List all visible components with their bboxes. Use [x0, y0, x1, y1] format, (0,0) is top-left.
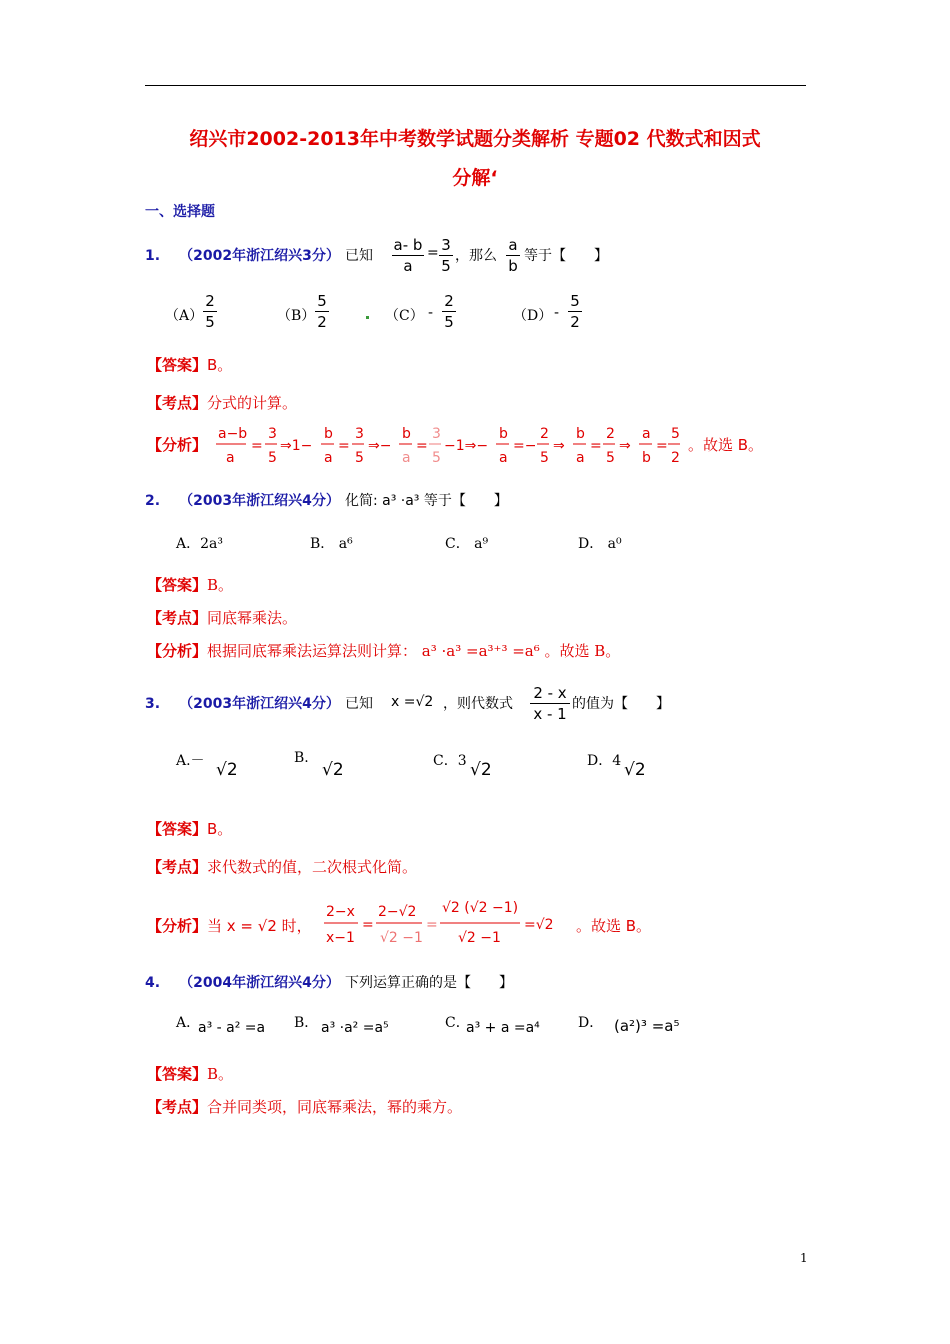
svg-text:5: 5 [671, 426, 680, 442]
svg-text:5: 5 [355, 450, 364, 466]
section-heading: 一、选择题 [145, 204, 215, 220]
answer-label: 【答案】 [147, 356, 208, 374]
svg-text:a: a [499, 450, 508, 466]
q1-option-c-sign: - [428, 305, 434, 321]
q1-analysis-formula [214, 420, 694, 470]
question-4-source: （2004年浙江绍兴4分） [179, 975, 340, 991]
q1-rhs-den: 5 [441, 257, 451, 275]
q3-option-a-root: √2 [216, 760, 238, 780]
analysis-label: 【分析】 [147, 436, 208, 454]
q1-option-d-fraction [568, 292, 582, 331]
q1-given-num: a- b [393, 236, 423, 254]
q3-option-b-label: B. [294, 750, 309, 766]
q1-option-a-den: 5 [205, 313, 215, 331]
q4-option-a-label: A． [176, 1015, 201, 1031]
q1-option-a-fraction [203, 292, 217, 331]
q1-option-c-den: 5 [444, 313, 454, 331]
q4-option-d-label: D． [578, 1015, 604, 1031]
q3-expression-num: 2 - x [533, 684, 567, 702]
q3-option-c-label: C．3 [433, 753, 467, 769]
answer-label: 【答案】 [147, 820, 208, 838]
svg-text:=: = [251, 438, 263, 454]
svg-text:√2 −1: √2 −1 [458, 930, 501, 946]
question-3-line [145, 693, 373, 713]
q3-answer [147, 818, 232, 839]
q3-expression-fraction [530, 684, 570, 723]
svg-text:=: = [426, 917, 438, 933]
q4-option-d: (a²)³ =a⁵ [614, 1017, 680, 1035]
q1-ask-den: b [508, 257, 518, 275]
svg-text:b: b [402, 426, 411, 442]
answer-value: B。 [207, 356, 233, 374]
q4-option-c-label: C． [445, 1015, 470, 1031]
svg-text:3: 3 [355, 426, 364, 442]
q3-analysis [147, 915, 312, 936]
svg-text:=−: =− [513, 438, 537, 454]
q3-given: x =√2 [391, 694, 434, 710]
q1-analysis [147, 434, 207, 455]
question-1-line [145, 245, 373, 265]
q1-given-fraction [392, 236, 424, 275]
analysis-label: 【分析】 [147, 917, 208, 935]
svg-text:⇒: ⇒ [619, 438, 631, 454]
svg-text:√2 −1: √2 −1 [380, 930, 423, 946]
page-number: 1 [800, 1251, 808, 1265]
q2-point [147, 607, 297, 628]
q1-option-b-den: 2 [317, 313, 327, 331]
q2-option-b: B． a⁶ [310, 536, 353, 552]
point-label: 【考点】 [147, 609, 208, 627]
svg-text:b: b [642, 450, 651, 466]
question-2-source: （2003年浙江绍兴4分） [179, 493, 340, 509]
point-value: 求代数式的值，二次根式化简。 [207, 858, 418, 876]
question-3-text-pre: 已知 [344, 696, 373, 712]
q1-option-b-num: 5 [317, 292, 327, 310]
q2-option-c: C． a⁹ [445, 536, 489, 552]
q4-option-a: a³ - a² =a [198, 1020, 266, 1036]
q1-point [147, 392, 297, 413]
q3-option-b-root: √2 [322, 760, 344, 780]
answer-label: 【答案】 [147, 1065, 208, 1083]
q3-option-a-label: A.－ [176, 753, 205, 769]
point-value: 合并同类项，同底幂乘法，幂的乘方。 [207, 1098, 463, 1116]
svg-text:=: = [590, 438, 602, 454]
svg-text:b: b [499, 426, 508, 442]
svg-text:⇒−: ⇒− [368, 438, 392, 454]
svg-text:5: 5 [268, 450, 277, 466]
svg-text:b: b [324, 426, 333, 442]
svg-text:a: a [324, 450, 333, 466]
q2-option-a: A．2a³ [176, 536, 223, 552]
point-label: 【考点】 [147, 858, 208, 876]
q1-option-d-den: 2 [570, 313, 580, 331]
q3-point [147, 856, 417, 877]
svg-text:a: a [642, 426, 651, 442]
svg-text:b: b [576, 426, 585, 442]
question-4-number: 4. [145, 975, 161, 991]
svg-text:a: a [576, 450, 585, 466]
svg-text:=: = [362, 917, 374, 933]
q4-option-b: a³ ·a² =a⁵ [321, 1020, 389, 1036]
q1-text-post: 等于【 】 [524, 248, 608, 264]
q3-option-d-root: √2 [624, 760, 646, 780]
svg-text:5: 5 [606, 450, 615, 466]
point-label: 【考点】 [147, 394, 208, 412]
doc-title-line1: 绍兴市2002-2013年中考数学试题分类解析 专题02 代数式和因式 [189, 128, 761, 150]
svg-text:a−b: a−b [218, 426, 248, 442]
stray-dot [366, 316, 369, 319]
question-4-text: 下列运算正确的是【 】 [344, 975, 513, 991]
q1-equals: = [427, 245, 439, 261]
q1-analysis-tail: 。故选 B。 [688, 436, 764, 454]
q1-option-b-label: （B） [277, 308, 316, 324]
q2-answer [147, 574, 233, 595]
q1-option-a-num: 2 [205, 292, 215, 310]
svg-text:3: 3 [432, 426, 441, 442]
svg-text:3: 3 [268, 426, 277, 442]
question-3-number: 3. [145, 696, 161, 712]
svg-text:a: a [226, 450, 235, 466]
q1-option-b-fraction [315, 292, 329, 331]
doc-title-line2: 分解‘ [452, 167, 498, 189]
q1-option-a-label: （A） [165, 308, 204, 324]
q4-option-c: a³ + a =a⁴ [466, 1020, 540, 1036]
svg-text:=: = [416, 438, 428, 454]
answer-label: 【答案】 [147, 576, 208, 594]
svg-text:=: = [656, 438, 668, 454]
analysis-value: 根据同底幂乘法运算法则计算： a³ ·a³ =a³⁺³ =a⁶ 。故选 B。 [207, 642, 621, 660]
header-rule [145, 85, 806, 86]
svg-text:⇒1−: ⇒1− [280, 438, 313, 454]
q3-text-mid: ，则代数式 [443, 696, 513, 712]
q1-option-c-fraction [442, 292, 456, 331]
q1-ask-num: a [508, 236, 518, 254]
svg-text:⇒: ⇒ [553, 438, 565, 454]
q4-point [147, 1096, 462, 1117]
q1-rhs-fraction [439, 236, 453, 275]
q1-given-den: a [403, 257, 413, 275]
svg-text:2−√2: 2−√2 [378, 904, 417, 920]
q3-option-d-label: D．4 [587, 753, 622, 769]
question-3-source: （2003年浙江绍兴4分） [179, 696, 340, 712]
point-value: 分式的计算。 [207, 394, 298, 412]
svg-text:5: 5 [432, 450, 441, 466]
q1-text-mid: ，那么 [455, 248, 497, 264]
q1-option-c-num: 2 [444, 292, 454, 310]
svg-text:2: 2 [540, 426, 549, 442]
svg-text:=: = [338, 438, 350, 454]
point-label: 【考点】 [147, 1098, 208, 1116]
q2-option-d: D． a⁰ [578, 536, 622, 552]
question-4-line [145, 972, 513, 992]
question-2-line [145, 490, 508, 510]
q1-option-d-num: 5 [570, 292, 580, 310]
question-1-number: 1. [145, 248, 161, 264]
svg-text:2: 2 [606, 426, 615, 442]
q1-answer [147, 354, 232, 375]
q2-analysis [147, 640, 620, 661]
svg-text:5: 5 [540, 450, 549, 466]
q3-text-post: 的值为【 】 [572, 696, 670, 712]
svg-text:√2 (√2 −1): √2 (√2 −1) [442, 900, 519, 916]
q1-option-c-label: （C） [385, 308, 424, 324]
q4-option-b-label: B． [294, 1015, 319, 1031]
analysis-label: 【分析】 [147, 642, 208, 660]
question-1-source: （2002年浙江绍兴3分） [179, 248, 340, 264]
question-1-text-pre: 已知 [344, 248, 373, 264]
q1-rhs-num: 3 [441, 236, 451, 254]
svg-text:x−1: x−1 [326, 930, 355, 946]
q3-analysis-tail: 。故选 B。 [576, 917, 652, 935]
q3-option-c-root: √2 [470, 760, 492, 780]
q1-option-d-label: （D） [513, 308, 553, 324]
q1-option-d-sign: - [554, 305, 560, 321]
answer-value: B。 [207, 576, 234, 594]
svg-text:−1⇒−: −1⇒− [444, 438, 489, 454]
answer-value: B。 [207, 820, 233, 838]
question-2-number: 2. [145, 493, 161, 509]
q3-expression-den: x - 1 [533, 705, 567, 723]
point-value: 同底幂乘法。 [207, 609, 298, 627]
svg-text:2−x: 2−x [326, 904, 355, 920]
svg-text:=√2: =√2 [524, 917, 554, 933]
q3-analysis-formula [324, 896, 584, 952]
analysis-value: 当 x = √2 时， [207, 917, 312, 935]
answer-value: B。 [207, 1065, 234, 1083]
q4-answer [147, 1063, 233, 1084]
svg-text:2: 2 [671, 450, 680, 466]
svg-text:a: a [402, 450, 411, 466]
question-2-text: 化简: a³ ·a³ 等于【 】 [344, 493, 508, 509]
q1-ask-fraction [506, 236, 520, 275]
